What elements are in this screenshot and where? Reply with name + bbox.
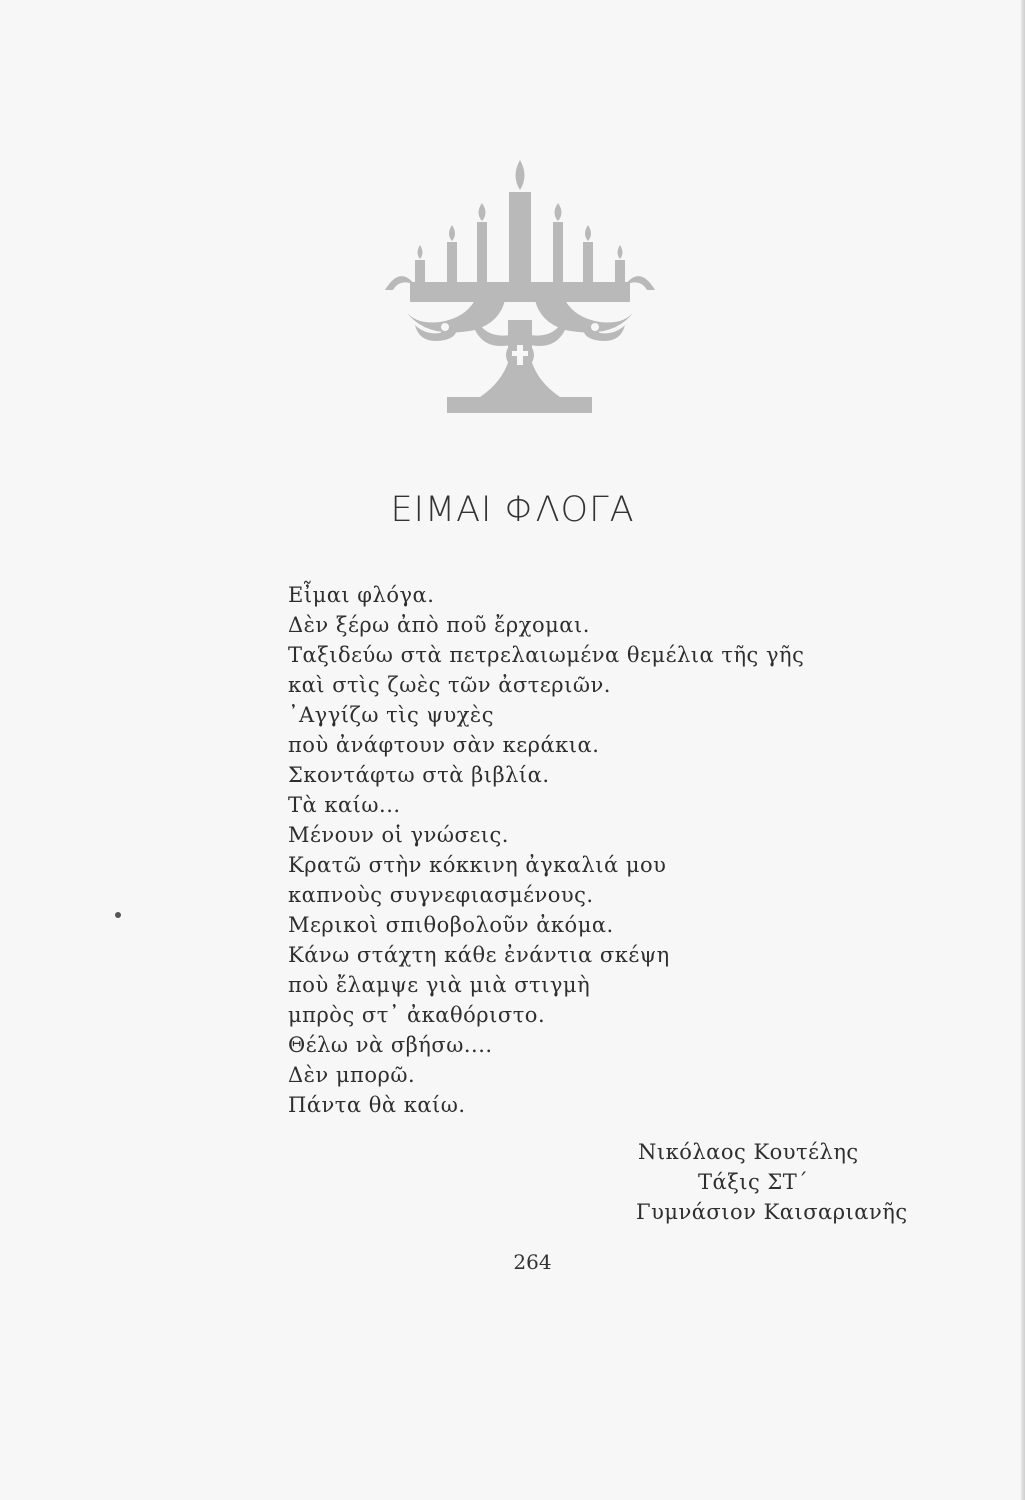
poem-line: καπνοὺς συγνεφιασμένους. — [288, 883, 594, 907]
author-signature — [620, 1137, 910, 1227]
poem-line: Σκοντάφτω στὰ βιβλία. — [288, 763, 550, 787]
poem-line: Μερικοὶ σπιθοβολοῦν ἀκόμα. — [288, 913, 614, 937]
poem-line: Εἶμαι φλόγα. — [288, 583, 435, 607]
author-name: Νικόλαος Κουτέλης — [638, 1140, 859, 1164]
poem-line: Τὰ καίω... — [288, 793, 401, 817]
page-number: 264 — [513, 1250, 552, 1274]
poem-line: ποὺ ἔλαμψε γιὰ μιὰ στιγμὴ — [288, 973, 591, 997]
poem-line: μπρὸς στ᾿ ἀκαθόριστο. — [288, 1003, 546, 1027]
poem-line: Δὲν μπορῶ. — [288, 1063, 416, 1087]
poem-line: Δὲν ξέρω ἀπὸ ποῦ ἔρχομαι. — [288, 613, 590, 637]
poem-body — [288, 580, 804, 1120]
poem-line: Κρατῶ στὴν κόκκινη ἀγκαλιά μου — [288, 853, 667, 877]
author-class: Τάξις ΣΤ΄ — [698, 1170, 809, 1194]
poem-line: Θέλω νὰ σβήσω.... — [288, 1033, 493, 1057]
poem-line: καὶ στὶς ζωὲς τῶν ἀστεριῶν. — [288, 673, 611, 697]
poem-line: Μένουν οἱ γνώσεις. — [288, 823, 509, 847]
poem-title: ΕΙΜΑΙ ΦΛΟΓΑ — [390, 490, 635, 530]
poem-line: Πάντα θὰ καίω. — [288, 1093, 466, 1117]
poem-line: Κάνω στάχτη κάθε ἐνάντια σκέψη — [288, 943, 670, 967]
poem-line: ποὺ ἀνάφτουν σὰν κεράκια. — [288, 733, 600, 757]
print-speck — [115, 912, 121, 918]
menorah-candelabra-icon — [385, 150, 655, 420]
page-edge — [1021, 0, 1025, 1500]
poem-line: ᾿Αγγίζω τὶς ψυχὲς — [288, 703, 494, 727]
poem-line: Ταξιδεύω στὰ πετρελαιωμένα θεμέλια τῆς γῆς — [288, 643, 805, 667]
author-school: Γυμνάσιον Καισαριανῆς — [636, 1200, 908, 1224]
